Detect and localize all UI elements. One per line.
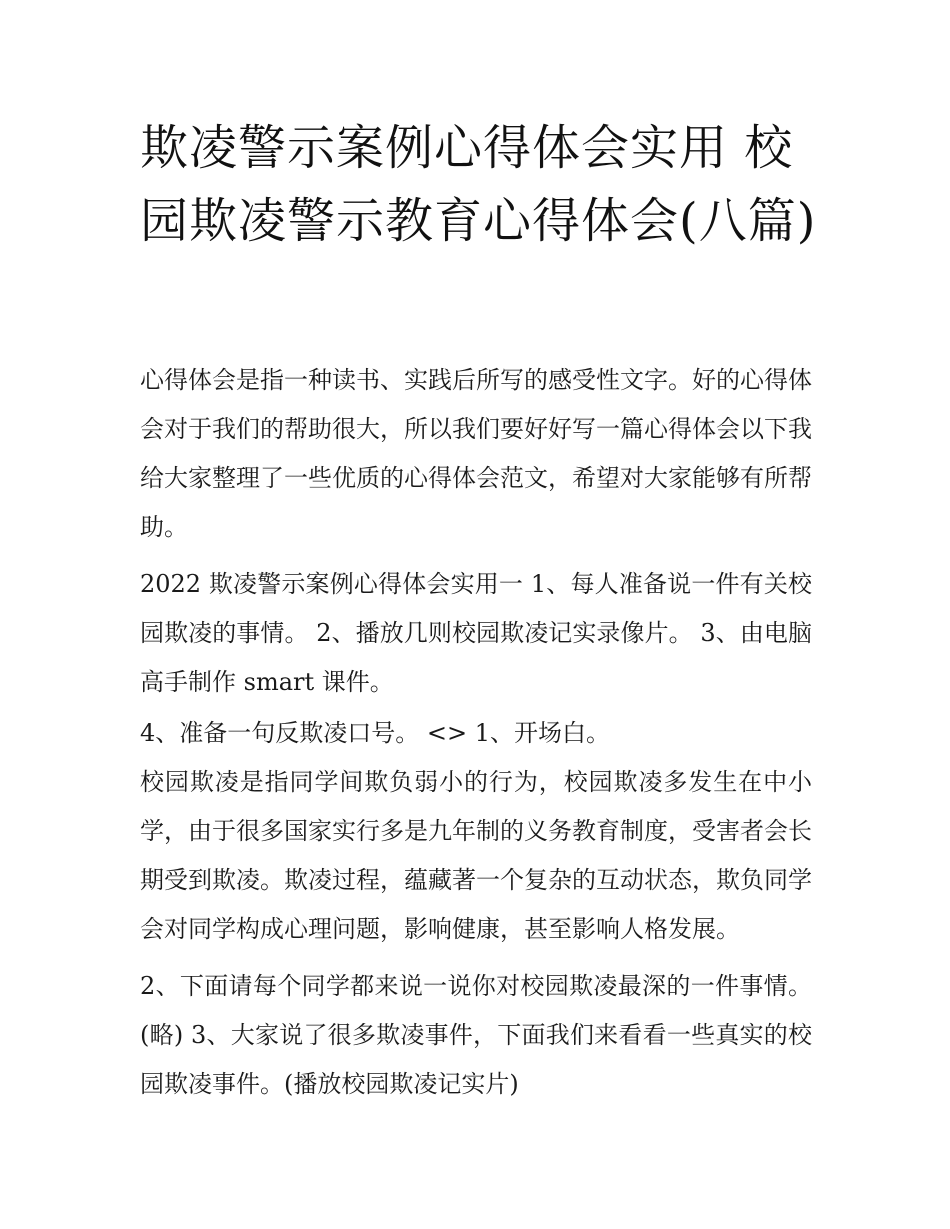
paragraph-intro: 心得体会是指一种读书、实践后所写的感受性文字。好的心得体会对于我们的帮助很大，所以我们要好好写一篇心得体会以下我给大家整理了一些优质的心得体会范文，希望对大家能够有所帮助。 xyxy=(140,366,812,541)
paragraph-preparation: 2022 欺凌警示案例心得体会实用一 1、每人准备说一件有关校园欺凌的事情。 2、播放几则校园欺凌记实录像片。 3、由电脑高手制作 smart 课件。 xyxy=(140,570,812,696)
paragraph-discussion: 2、下面请每个同学都来说一说你对校园欺凌最深的一件事情。(略) 3、大家说了很多欺凌事件，下面我们来看看一些真实的校园欺凌事件。(播放校园欺凌记实片) xyxy=(140,972,812,1098)
paragraph-definition: 校园欺凌是指同学间欺负弱小的行为，校园欺凌多发生在中小学，由于很多国家实行多是九年制的义务教育制度，受害者会长期受到欺凌。欺凌过程，蕴藏著一个复杂的互动状态，欺负同学会对同学构成心理问题，影响健康，甚至影响人格发展。 xyxy=(140,768,812,943)
document-title: 欺凌警示案例心得体会实用 校园欺凌警示教育心得体会(八篇) xyxy=(140,120,817,249)
paragraph-slogan: 4、准备一句反欺凌口号。 <> 1、开场白。 xyxy=(140,719,611,747)
